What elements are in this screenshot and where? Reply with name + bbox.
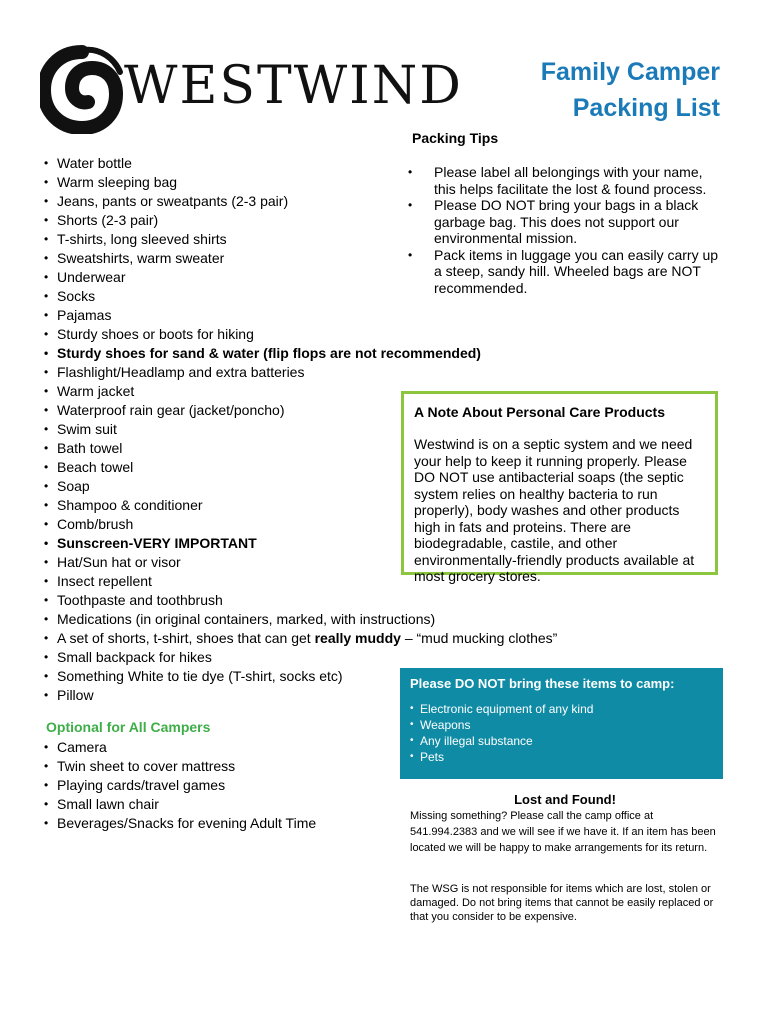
- list-item: • Swim suit: [43, 420, 557, 439]
- list-item: • Electronic equipment of any kind: [410, 701, 713, 717]
- list-item: • T-shirts, long sleeved shirts: [43, 230, 557, 249]
- list-item: • Small backpack for hikes: [43, 648, 557, 667]
- title-line-1: Family Camper: [540, 58, 720, 86]
- lost-found-disclaimer: The WSG is not responsible for items which are lost, stolen or damaged. Do not bring items that cannot be easily replaced or that you consider to be expensive.: [410, 883, 714, 923]
- brush-circle-logo-icon: [44, 50, 120, 128]
- list-item: • Underwear: [43, 268, 557, 287]
- packing-tip: • Pack items in luggage you can easily carry up a steep, sandy hill. Wheeled bags are NOT recommended.: [406, 247, 724, 297]
- list-item: • Waterproof rain gear (jacket/poncho): [43, 401, 557, 420]
- list-item: • Bath towel: [43, 439, 557, 458]
- list-item: • Soap: [43, 477, 557, 496]
- list-item: • Insect repellent: [43, 572, 557, 591]
- list-item: • Beverages/Snacks for evening Adult Time: [43, 814, 316, 833]
- list-item: • Any illegal substance: [410, 733, 713, 749]
- do-not-bring-list: [410, 701, 713, 765]
- list-item: • Socks: [43, 287, 557, 306]
- packing-tips-heading: Packing Tips: [412, 130, 499, 146]
- list-item: • Jeans, pants or sweatpants (2-3 pair): [43, 192, 557, 211]
- packing-tip: • Please DO NOT bring your bags in a black garbage bag. This does not support our environmental mission.: [406, 197, 724, 247]
- list-item: • Sweatshirts, warm sweater: [43, 249, 557, 268]
- page-title: [541, 54, 720, 126]
- list-item: • Water bottle: [43, 154, 557, 173]
- list-item: • Pets: [410, 749, 713, 765]
- list-item: • Flashlight/Headlamp and extra batteries: [43, 363, 557, 382]
- muddy-text-after: – “mud mucking clothes”: [400, 630, 558, 646]
- optional-heading: Optional for All Campers: [46, 719, 211, 735]
- list-item: • Camera: [43, 738, 316, 757]
- list-item: • Toothpaste and toothbrush: [43, 591, 557, 610]
- list-item: • Warm jacket: [43, 382, 557, 401]
- list-item: • Medications (in original containers, marked, with instructions): [43, 610, 557, 629]
- list-item: • Weapons: [410, 717, 713, 733]
- list-item: • Pillow: [43, 686, 557, 705]
- list-item: • Sturdy shoes for sand & water (flip flops are not recommended): [43, 344, 557, 363]
- do-not-bring-title: Please DO NOT bring these items to camp:: [410, 676, 675, 691]
- muddy-text-before: A set of shorts, t-shirt, shoes that can get: [57, 630, 315, 646]
- logo-wordmark: WESTWIND: [124, 56, 463, 116]
- list-item: • Beach towel: [43, 458, 557, 477]
- personal-care-title: A Note About Personal Care Products: [414, 404, 666, 420]
- muddy-text-bold: really muddy: [314, 630, 401, 646]
- list-item: • Shampoo & conditioner: [43, 496, 557, 515]
- do-not-bring-box: [400, 668, 723, 779]
- list-item: • Sunscreen-VERY IMPORTANT: [43, 534, 557, 553]
- optional-checklist: [43, 738, 316, 833]
- list-item: • Comb/brush: [43, 515, 557, 534]
- title-line-2: Packing List: [572, 94, 720, 122]
- personal-care-body: Westwind is on a septic system and we need your help to keep it running properly. Please DO NOT use antibacterial soaps (the septic system relies on healthy bacteria to run properly), body washes and other products high in fats and proteins. There are biodegradable, castile, and other environmentally-friendly products available at most grocery stores.: [414, 436, 695, 584]
- list-item: • Shorts (2-3 pair): [43, 211, 557, 230]
- lost-found-body: Missing something? Please call the camp office at 541.994.2383 and we will see if we have it. If an item has been located we will be happy to make arrangements for its return.: [410, 810, 716, 854]
- list-item-muddy: [43, 629, 557, 648]
- list-item: • Playing cards/travel games: [43, 776, 316, 795]
- list-item: • Sturdy shoes or boots for hiking: [43, 325, 557, 344]
- list-item: • Small lawn chair: [43, 795, 316, 814]
- lost-found-title: Lost and Found!: [514, 792, 616, 807]
- list-item: • Hat/Sun hat or visor: [43, 553, 557, 572]
- list-item: • Twin sheet to cover mattress: [43, 757, 316, 776]
- list-item: • Warm sleeping bag: [43, 173, 557, 192]
- list-item: • Pajamas: [43, 306, 557, 325]
- personal-care-note: [401, 391, 718, 584]
- packing-tip: • Please label all belongings with your name, this helps facilitate the lost & found process.: [406, 164, 724, 197]
- list-item: • Something White to tie dye (T-shirt, socks etc): [43, 667, 557, 686]
